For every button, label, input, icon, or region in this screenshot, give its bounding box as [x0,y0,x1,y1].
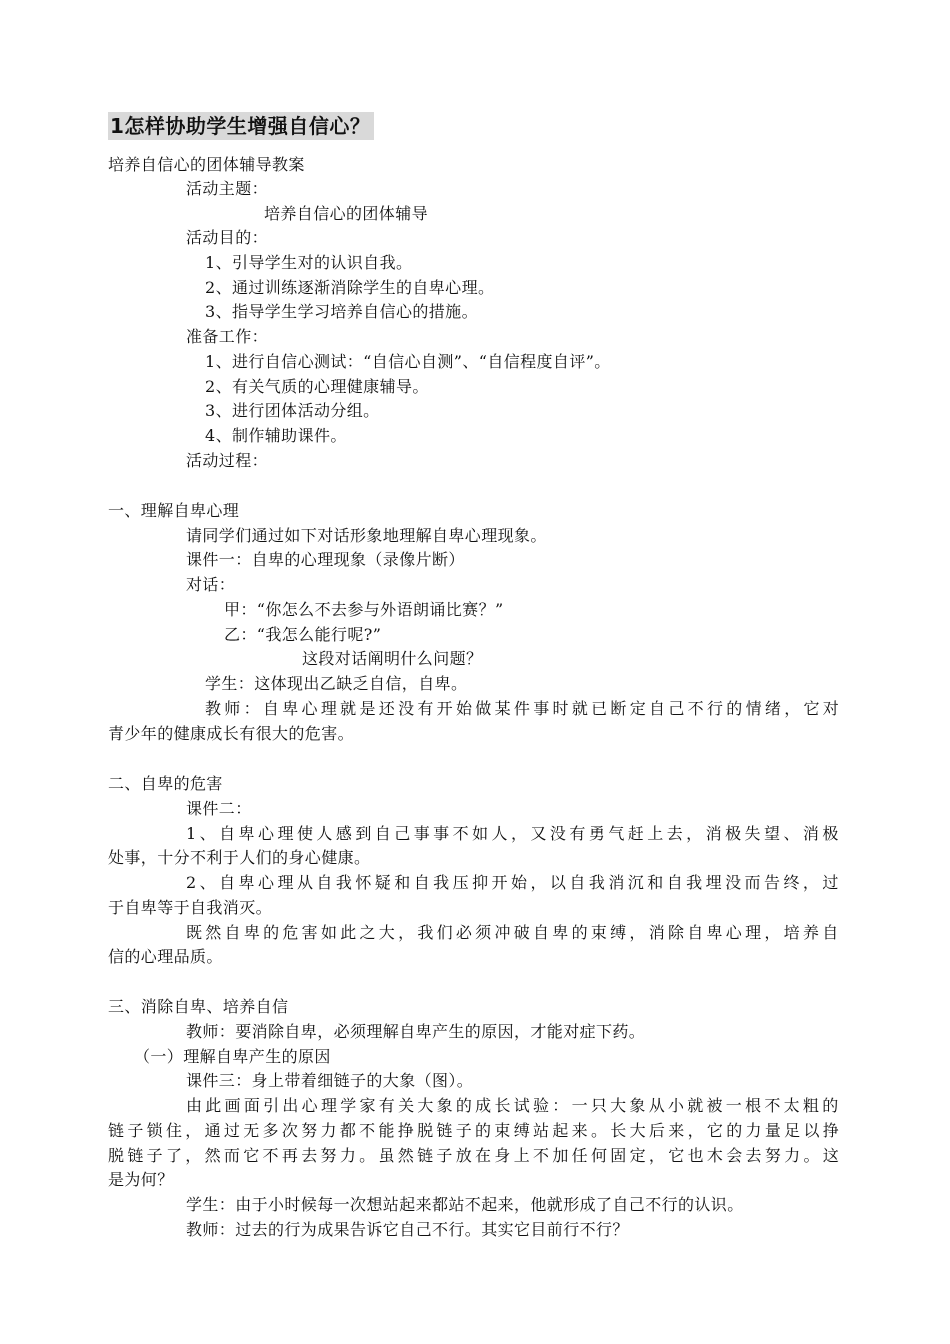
text-line: 课件三：身上带着细链子的大象（图）。 [186,1071,474,1090]
text-line: 是为何？ [108,1170,174,1189]
text-line: 2、通过训练逐渐消除学生的自卑心理。 [205,278,495,297]
text-line: 4、制作辅助课件。 [205,426,347,445]
subsection-heading: （一）理解自卑产生的原因 [134,1047,331,1066]
text-line: 既然自卑的危害如此之大，我们必须冲破自卑的束缚，消除自卑心理，培养自 [186,923,842,942]
text-line: 培养自信心的团体辅导教案 [108,155,305,174]
text-line: 于自卑等于自我消灭。 [108,898,273,917]
text-line: 信的心理品质。 [108,947,223,966]
page-title: 1怎样协助学生增强自信心？ [108,112,374,140]
text-line: 1、引导学生对的认识自我。 [205,253,413,272]
text-line: 青少年的健康成长有很大的危害。 [108,724,355,743]
section-heading: 二、自卑的危害 [108,774,223,793]
text-line: 学生：由于小时候每一次想站起来都站不起来，他就形成了自己不行的认识。 [186,1195,744,1214]
text-line: 1、自卑心理使人感到自己事事不如人，又没有勇气赶上去，消极失望、消极 [186,824,842,843]
dialogue-line: 甲：“你怎么不去参与外语朗诵比赛？” [224,600,504,619]
text-line: 2、有关气质的心理健康辅导。 [205,377,429,396]
text-line: 活动目的： [186,228,269,247]
text-line: 2、自卑心理从自我怀疑和自我压抑开始，以自我消沉和自我埋没而告终，过 [186,873,842,892]
text-line: 脱链子了，然而它不再去努力。虽然链子放在身上不加任何固定，它也木会去努力。这 [108,1146,843,1165]
text-line: 准备工作： [186,327,269,346]
text-line: 培养自信心的团体辅导 [264,204,429,223]
text-line: 教师：过去的行为成果告诉它自己不行。其实它目前行不行？ [186,1220,629,1239]
text-line: 活动过程： [186,451,269,470]
dialogue-line: 乙：“我怎么能行呢?” [224,625,382,644]
text-line: 3、进行团体活动分组。 [205,401,380,420]
text-line: 3、指导学生学习培养自信心的措施。 [205,302,478,321]
section-heading: 三、消除自卑、培养自信 [108,997,289,1016]
section-heading: 一、理解自卑心理 [108,501,240,520]
text-line: 课件二： [186,799,252,818]
text-line: 活动主题： [186,179,269,198]
text-line: 处事，十分不利于人们的身心健康。 [108,848,371,867]
text-line: 由此画面引出心理学家有关大象的成长试验：一只大象从小就被一根不太粗的 [186,1096,842,1115]
text-line: 教师：自卑心理就是还没有开始做某件事时就已断定自己不行的情绪，它对 [205,699,843,718]
text-line: 课件一：自卑的心理现象（录像片断） [186,550,465,569]
text-line: 链子锁住，通过无多次努力都不能挣脱链子的束缚站起来。长大后来，它的力量足以挣 [108,1121,843,1140]
text-line: 对话： [186,575,236,594]
text-line: 请同学们通过如下对话形象地理解自卑心理现象。 [186,526,547,545]
text-line: 这段对话阐明什么问题？ [302,649,483,668]
text-line: 学生：这体现出乙缺乏自信，自卑。 [205,674,468,693]
text-line: 教师：要消除自卑，必须理解自卑产生的原因，才能对症下药。 [186,1022,646,1041]
text-line: 1、进行自信心测试：“自信心自测”、“自信程度自评”。 [205,352,611,371]
